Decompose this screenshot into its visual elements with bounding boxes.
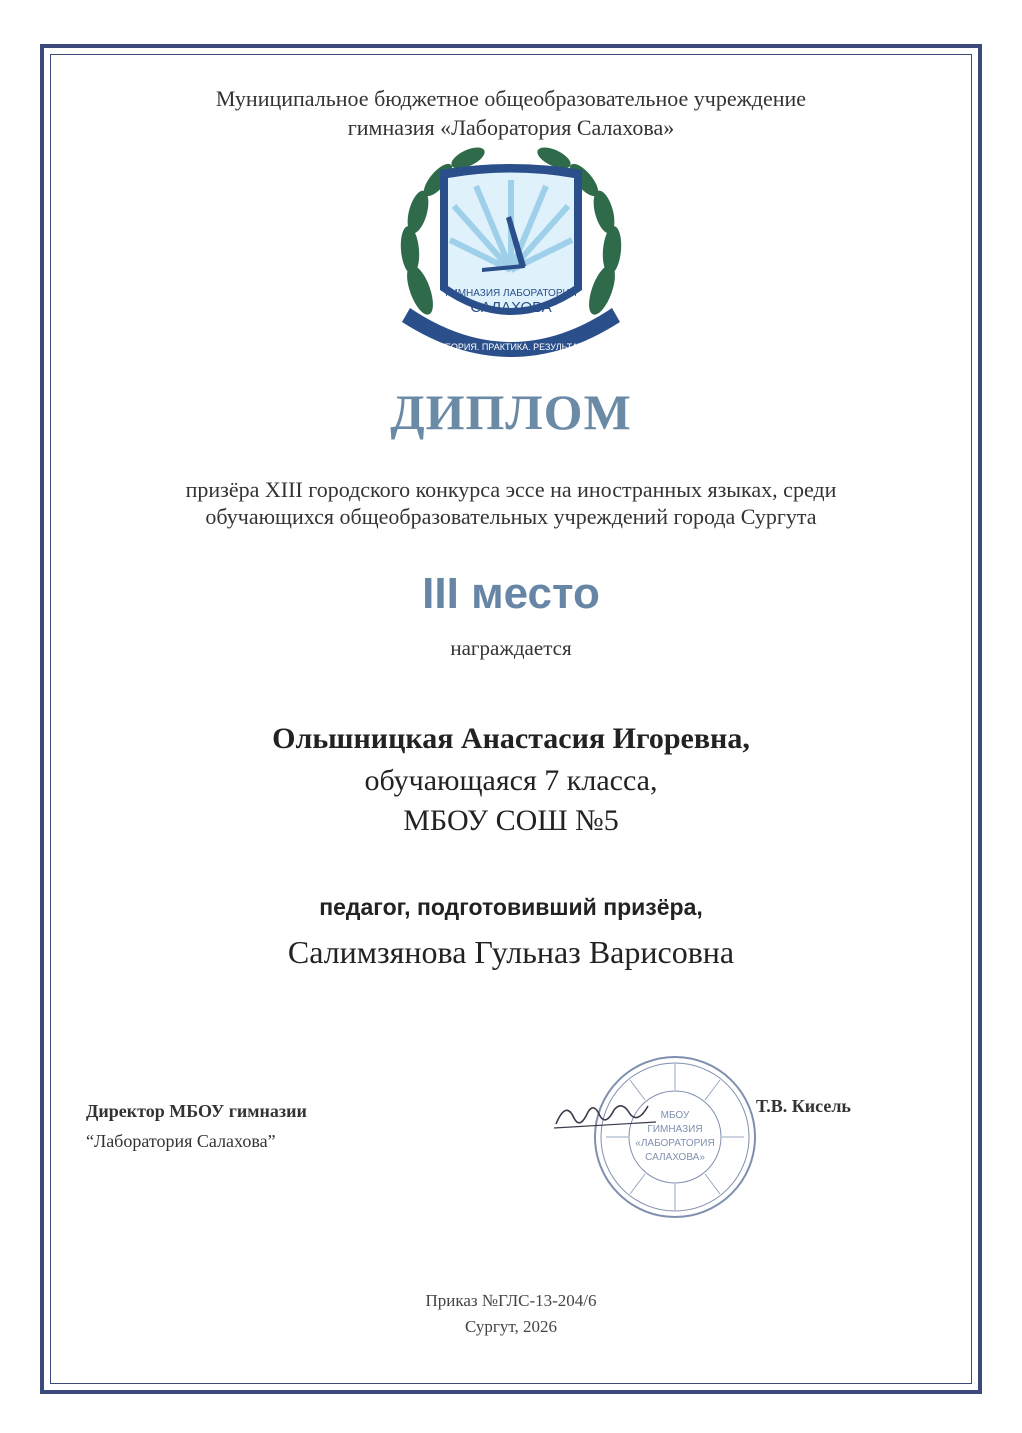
diploma-title: ДИПЛОМ bbox=[390, 384, 632, 440]
seal-line-1: МБОУ bbox=[660, 1110, 690, 1121]
recipient-name: Ольшницкая Анастасия Игоревна, bbox=[272, 722, 750, 755]
official-seal bbox=[590, 1052, 760, 1222]
seal-line-3: «ЛАБОРАТОРИЯ bbox=[635, 1138, 715, 1149]
award-place: III место bbox=[422, 569, 600, 618]
logo-ribbon-text: ТЕОРИЯ. ПРАКТИКА. РЕЗУЛЬТАТ bbox=[439, 342, 583, 352]
seal-line-2: ГИМНАЗИЯ bbox=[647, 1124, 703, 1135]
director-signature bbox=[552, 1096, 662, 1136]
diploma-subtitle bbox=[0, 476, 1022, 530]
teacher-name: Салимзянова Гульназ Варисовна bbox=[287, 934, 735, 970]
organization-name bbox=[0, 84, 1022, 142]
order-info bbox=[0, 1288, 1022, 1340]
recipient-school: МБОУ СОШ №5 bbox=[403, 804, 619, 837]
director-position-line-2: “Лаборатория Салахова” bbox=[86, 1131, 276, 1151]
order-number: Приказ №ГЛС-13-204/6 bbox=[425, 1291, 597, 1310]
organization-line-1: Муниципальное бюджетное общеобразовательное учреждение bbox=[215, 86, 807, 111]
subtitle-line-1: призёра XIII городского конкурса эссе на иностранных языках, среди bbox=[185, 477, 837, 502]
recipient-grade: обучающаяся 7 класса, bbox=[364, 764, 658, 797]
gymnasium-logo bbox=[380, 140, 642, 380]
teacher-label: педагог, подготовивший призёра, bbox=[319, 894, 703, 920]
awarded-label: награждается bbox=[450, 636, 572, 660]
director-position bbox=[86, 1096, 307, 1156]
organization-line-2: гимназия «Лаборатория Салахова» bbox=[347, 115, 675, 140]
seal-line-4: САЛАХОВА» bbox=[645, 1152, 705, 1163]
director-name: Т.В. Кисель bbox=[756, 1096, 851, 1116]
director-position-line-1: Директор МБОУ гимназии bbox=[86, 1101, 307, 1121]
city-year: Сургут, 2026 bbox=[464, 1317, 558, 1336]
logo-line-1: ГИМНАЗИЯ ЛАБОРАТОРИЯ bbox=[445, 288, 577, 299]
logo-line-2: САЛАХОВА bbox=[470, 299, 552, 316]
subtitle-line-2: обучающихся общеобразовательных учреждений города Сургута bbox=[205, 504, 817, 529]
